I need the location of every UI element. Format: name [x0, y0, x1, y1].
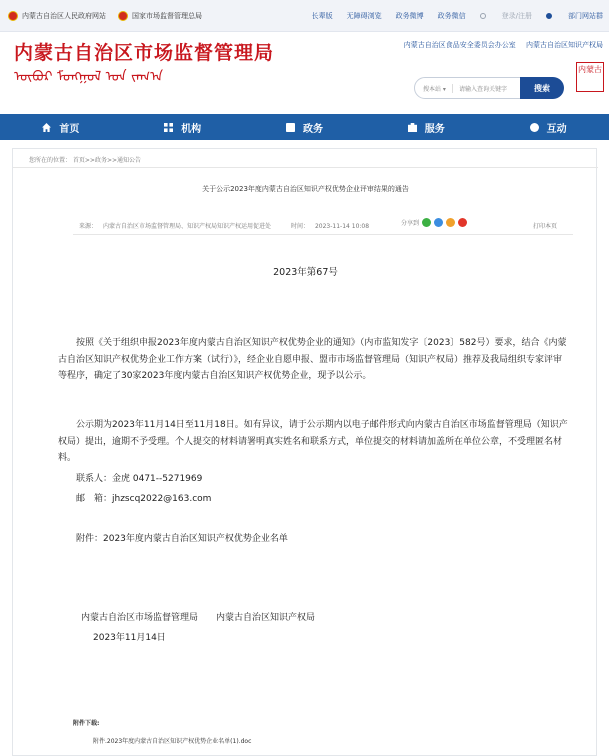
- site-header: [0, 32, 609, 114]
- national-emblem-icon: [118, 11, 128, 21]
- gov-portal-link[interactable]: [8, 11, 106, 21]
- article-meta: [79, 221, 387, 230]
- source-value: 内蒙古自治区市场监督管理局、知识产权局知识产权运用促进处: [103, 223, 272, 230]
- site-title[interactable]: 内蒙古自治区市场监督管理局: [14, 42, 275, 64]
- header-links: [396, 40, 603, 50]
- signature-date: 2023年11月14日: [93, 633, 166, 643]
- samr-link[interactable]: [118, 11, 202, 21]
- service-icon: [408, 123, 417, 132]
- time-label: 时间：: [290, 223, 309, 230]
- nav-service[interactable]: [365, 114, 487, 140]
- main-nav: [0, 114, 609, 140]
- interact-icon: [530, 123, 539, 132]
- wechat-share-icon[interactable]: [422, 218, 431, 227]
- search-button[interactable]: 搜索: [520, 77, 564, 99]
- nav-gov[interactable]: [244, 114, 366, 140]
- source-label: 来源：: [79, 223, 98, 230]
- search-placeholder: 请输入查询关键字: [458, 85, 507, 93]
- print-button[interactable]: 打印本页: [533, 223, 558, 230]
- dept-sites-link[interactable]: [546, 11, 603, 21]
- org-icon: [164, 123, 173, 132]
- mongolian-title: ᠥᠪᠥᠷ ᠮᠣᠩᠭᠣᠯ ᠤᠨ ᠵᠠᠬ᠎ᠠ: [14, 69, 164, 85]
- body-paragraph: 公示期为2023年11月14日至11月18日。如有异议，请于公示期内以电子邮件形式向内蒙古自治区市场监督管理局（知识产权局）提出，逾期不予受理。个人提交的材料请署明真实姓名和联系方式，单位提交的材料请加盖所在单位公章，不受理匿名材料。: [58, 420, 568, 463]
- nav-gov-label: 政务: [302, 123, 323, 135]
- weibo-share-icon[interactable]: [458, 218, 467, 227]
- wechat-link[interactable]: 政务微信: [437, 12, 466, 20]
- attachment-note: 附件：2023年度内蒙古自治区知识产权优势企业名单: [76, 534, 288, 544]
- nav-interact-label: 互动: [546, 123, 567, 135]
- nav-home-label: 首页: [59, 123, 80, 135]
- home-icon: [42, 123, 51, 132]
- download-label: 附件下载:: [73, 720, 100, 727]
- share-bar: [401, 218, 467, 227]
- body-paragraph: 按照《关于组织申报2023年度内蒙古自治区知识产权优势企业的通知》（内市监知发字〔2023〕582号）要求，结合《内蒙古自治区知识产权优势企业工作方案（试行）》，经企业自愿申报、盟市市场监督管理局（知识产权局）推荐及我局组织专家评审等程序，确定了30家2023年度内蒙古自治区知识产权优势企业，现予以公示。: [58, 338, 567, 381]
- weibo-link[interactable]: 政务微博: [395, 12, 424, 20]
- food-safety-office-link[interactable]: 内蒙古自治区食品安全委员会办公室: [403, 41, 516, 49]
- nav-service-label: 服务: [424, 123, 445, 135]
- search-scope-label: 搜本站: [423, 85, 442, 93]
- top-bar: [0, 0, 609, 32]
- article-panel: [12, 148, 597, 756]
- nav-interact[interactable]: [487, 114, 609, 140]
- login-link-label[interactable]: 登录/注册: [501, 12, 532, 20]
- time-value: 2023-11-14 10:08: [314, 223, 370, 230]
- user-icon: [480, 13, 486, 19]
- article-title: 关于公示2023年度内蒙古自治区知识产权优势企业评审结果的通告: [202, 185, 409, 193]
- gov-icon: [286, 123, 295, 132]
- nav-home[interactable]: [0, 114, 122, 140]
- national-emblem-icon: [8, 11, 18, 21]
- email-line: 邮 箱：jhzscq2022@163.com: [76, 494, 212, 504]
- divider: [13, 167, 598, 168]
- gov-portal-link-label[interactable]: 内蒙古自治区人民政府网站: [22, 12, 106, 20]
- qq-share-icon[interactable]: [434, 218, 443, 227]
- search-input[interactable]: [414, 77, 522, 99]
- share-label: 分享到: [401, 220, 420, 227]
- breadcrumb[interactable]: 您所在的位置： 首页>>政务>>通知公告: [29, 157, 142, 164]
- accessibility-link[interactable]: 无障碍浏览: [346, 12, 382, 20]
- login-link[interactable]: [480, 11, 532, 21]
- nav-org[interactable]: [122, 114, 244, 140]
- qzone-share-icon[interactable]: [446, 218, 455, 227]
- doc-number: 2023年第67号: [273, 267, 338, 278]
- grid-icon: [546, 13, 552, 19]
- download-file-link[interactable]: 附件.2023年度内蒙古自治区知识产权优势企业名单(1).doc: [93, 738, 252, 745]
- samr-link-label[interactable]: 国家市场监督管理总局: [132, 12, 202, 20]
- elderly-version-link[interactable]: 长辈版: [311, 12, 333, 20]
- dept-sites-link-label[interactable]: 部门网站群: [568, 12, 603, 20]
- divider: [73, 234, 573, 235]
- search-scope-select[interactable]: 搜本站 ▾: [423, 84, 453, 93]
- signature: 内蒙古自治区市场监督管理局 内蒙古自治区知识产权局: [81, 613, 316, 623]
- contact-line: 联系人：金虎 0471--5271969: [76, 474, 203, 484]
- nav-org-label: 机构: [181, 123, 202, 135]
- ip-office-link[interactable]: 内蒙古自治区知识产权局: [526, 41, 603, 49]
- seal-logo: 内蒙古: [576, 62, 604, 92]
